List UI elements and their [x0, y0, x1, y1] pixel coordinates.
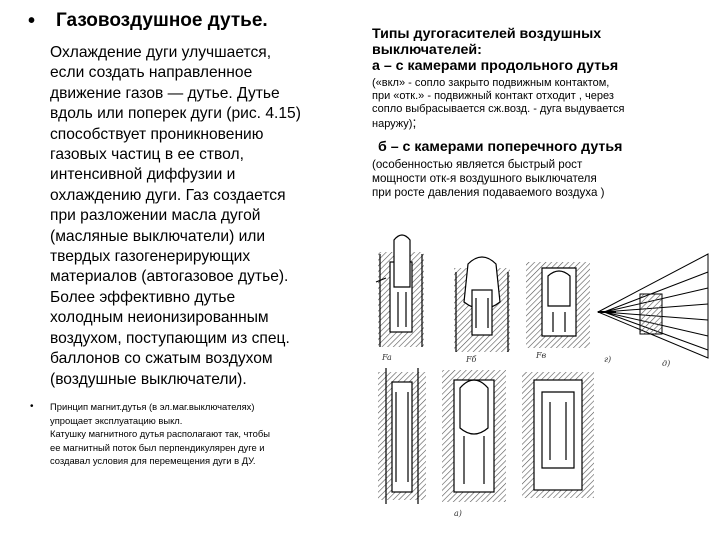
right-title — [372, 26, 708, 58]
magnetic-blow-note — [26, 400, 356, 468]
chamber-b2 — [442, 370, 506, 502]
paragraph-line: твердых газогенерирующих — [50, 248, 251, 266]
arc-chute-drawing — [372, 232, 712, 532]
chamber-a1 — [376, 235, 424, 347]
right-column — [372, 26, 708, 200]
paragraph-line: холодным неионизированным — [50, 309, 269, 327]
paragraph-line: (масляные выключатели) или — [50, 227, 266, 245]
fig-label-fb: Fб — [466, 355, 477, 364]
note-a-line: наружу) — [372, 118, 413, 130]
fig-label-g: г) — [604, 355, 612, 364]
chamber-a3 — [526, 262, 590, 348]
paragraph-line: при разложении масла дугой — [50, 207, 261, 225]
fig-label-fa: Fa — [382, 353, 392, 362]
paragraph-line: охлаждению дуги. Газ создается — [50, 186, 286, 204]
note-a-last-line — [372, 116, 708, 131]
left-column — [26, 10, 356, 468]
note-line: упрощает эксплуатацию выкл. — [50, 414, 183, 426]
subtitle-b: б – с камерами поперечного дутья — [378, 139, 623, 155]
paragraph-line: движение газов — дутье. Дутье — [50, 84, 280, 102]
chamber-b-cone — [598, 254, 708, 358]
paragraph-line: если создать направленное — [50, 64, 253, 82]
heading-text: Газовоздушное дутье. — [56, 10, 268, 31]
paragraph-line: (воздушные выключатели). — [50, 370, 247, 388]
fig-label-fv: Fв — [536, 351, 547, 360]
note-b — [372, 158, 708, 200]
main-paragraph — [26, 43, 356, 390]
note-line: Принцип магнит.дутья (в эл.маг.выключателях) — [50, 400, 255, 412]
note-a-semicolon: ; — [412, 114, 417, 130]
note-line: Катушку магнитного дутья располагают так, чтобы — [50, 428, 270, 440]
title-line: выключателей: — [372, 42, 482, 58]
paragraph-line: способствует проникновению — [50, 125, 264, 143]
note-b-line: (особенностью является быстрый рост — [372, 158, 583, 171]
paragraph-line: баллонов со сжатым воздухом — [50, 350, 273, 368]
bullet-dot: • — [28, 10, 36, 32]
note-a-line: при «отк.» - подвижный контакт отходит , через — [372, 90, 614, 102]
chamber-a2 — [454, 257, 510, 352]
chamber-b3 — [522, 372, 594, 498]
section-heading — [26, 10, 356, 32]
note-b-line: при росте давления подаваемого воздуха ) — [372, 186, 605, 199]
bullet-dot: • — [30, 400, 34, 412]
paragraph-line: газовых частиц в ее ствол, — [50, 146, 244, 164]
chamber-b1 — [378, 368, 426, 504]
fig-label-d: д) — [662, 359, 671, 368]
title-line: Типы дугогасителей воздушных — [372, 26, 602, 42]
paragraph-line: материалов (автогазовое дутье). — [50, 268, 289, 286]
paragraph-line: Более эффективно дутье — [50, 288, 236, 306]
paragraph-line: Охлаждение дуги улучшается, — [50, 44, 272, 61]
paragraph-line: воздухом, поступающим из спец. — [50, 329, 290, 347]
note-line: ее магнитный поток был перпендикулярен дуге и — [50, 441, 265, 453]
arc-chute-figure — [372, 232, 712, 532]
paragraph-line: вдоль или поперек дуги (рис. 4.15) — [50, 105, 301, 123]
note-a — [372, 77, 708, 131]
note-a-line: сопло выбрасывается сж.возд. - дуга выдувается — [372, 103, 625, 115]
fig-label-a: а) — [454, 509, 462, 518]
note-line: создавал условия для перемещения дуги в ДУ. — [50, 455, 256, 467]
note-b-line: мощности отк-я воздушного выключателя — [372, 172, 597, 185]
subtitle-a: а – с камерами продольного дутья — [372, 58, 619, 74]
note-a-line: («вкл» - сопло закрыто подвижным контактом, — [372, 77, 610, 89]
paragraph-line: интенсивной диффузии и — [50, 166, 236, 184]
